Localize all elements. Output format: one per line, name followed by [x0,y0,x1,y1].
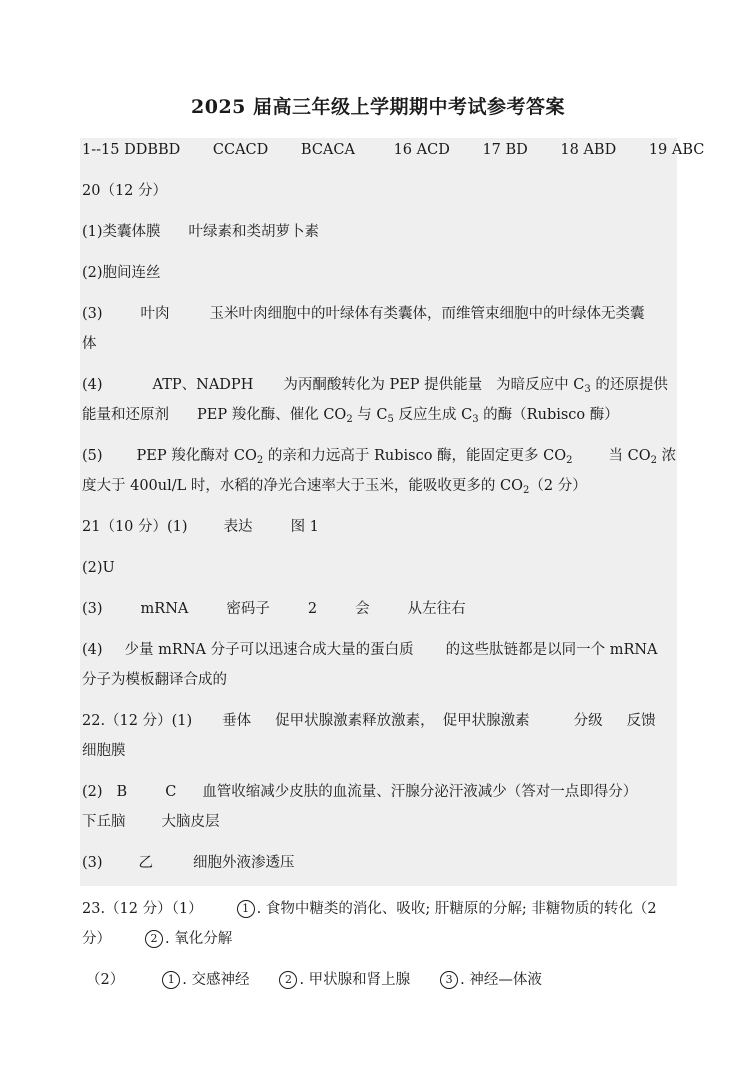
circled-number-2: 2 [145,930,163,948]
q22-p1-b: 促甲状腺激素释放激素， [275,713,435,729]
q21-part4-line2: 分子为模板翻译合成的 [82,672,227,688]
q20-part3-line2: 体 [82,336,97,352]
q20-p3-num: (3) [82,306,103,322]
q20-header: 20（12 分） [82,183,168,199]
q22-p2-e: 大脑皮层 [161,814,220,830]
mc-range: 1--15 DDBBD [82,142,181,158]
q20-p4-e: PEP 羧化酶、催化 $CO_2$ 与 $C_5$ 反应生成 $C_3$ 的酶（Rubisco 酶） [197,407,619,425]
q20-part1 [82,220,674,244]
q22-part2-line1 [82,780,674,804]
q22-p1-a: 垂体 [222,713,252,729]
q22-p3-num: (3) [82,855,103,871]
q22-part3 [82,851,674,875]
q21-p1-b: 图 1 [290,519,319,535]
mc-group-2: CCACD [212,142,269,158]
q20-p5-a: PEP 羧化酶对 $CO_2$ 的亲和力远高于 Rubisco 酶，能固定更多 $CO_2$ [136,448,573,466]
q22-part1-line2: 细胞膜 [82,743,126,759]
mc-q18: 18 ABD [560,142,617,158]
answer-content [82,138,705,992]
q20-p5-num: (5) [82,448,103,464]
q22-p3-b: 细胞外液渗透压 [193,855,295,871]
q23-p1-c: . 氧化分解 [165,931,233,947]
circled-number-5: 3 [440,971,458,989]
q20-p4-c: 为暗反应中 $C_3$ 的还原提供 [496,377,668,395]
q21-part4-line1 [82,638,674,662]
page-title: 2025 届高三年级上学期期中考试参考答案 [191,96,565,118]
q23-part2 [82,968,674,992]
q21-part2: (2)U [82,560,115,576]
q21-header: 21（10 分）(1) [82,519,188,535]
mc-answers [82,138,705,162]
circled-number-4: 2 [279,971,297,989]
q23-part1-line2 [82,927,674,951]
q21-p4-num: (4) [82,642,103,658]
q22-p3-a: 乙 [138,855,154,871]
q21-part1 [82,515,674,539]
q22-p1-e: 反馈 [626,713,656,729]
q22-p2-d: 下丘脑 [82,814,126,830]
q22-p2-c: 血管收缩减少皮肤的血流量、汗腺分泌汗液减少（答对一点即得分） [202,784,638,800]
circled-number-3: 1 [162,971,180,989]
q20-part2: (2)胞间连丝 [82,265,161,281]
q20-p1-b: 叶绿素和类胡萝卜素 [188,224,320,240]
q21-p1-a: 表达 [223,519,253,535]
q22-p1-d: 分级 [573,713,603,729]
q23-p2-c: . 神经—体液 [460,972,542,988]
q21-part3 [82,597,674,621]
mc-q17: 17 BD [482,142,528,158]
q23-p2-a: . 交感神经 [182,972,250,988]
q20-part3-line1 [82,302,674,326]
q23-p1-a: . 食物中糖类的消化、吸收; 肝糖原的分解; 非糖物质的转化（2 [256,901,657,917]
mc-group-3: BCACA [300,142,355,158]
q21-p3-d: 会 [355,601,370,617]
q20-p1-a: 类囊体膜 [102,224,161,240]
q23-header: 23.（12 分）（1） [82,901,203,917]
q21-p4-b: 的这些肽链都是以同一个 mRNA [445,642,658,658]
q20-p3-b: 玉米叶肉细胞中的叶绿体有类囊体，而维管束细胞中的叶绿体无类囊 [209,306,645,322]
q20-part5-line1 [82,444,677,468]
q21-p3-a: mRNA [140,601,189,617]
q20-p4-num: (4) [82,377,103,393]
q20-part4-line2 [82,403,674,427]
q21-p3-e: 从左往右 [407,601,466,617]
q20-part4-line1 [82,373,674,397]
q22-part2-line2 [82,810,674,834]
q22-p2-a: B [116,784,128,800]
q23-p2-num: （2） [86,972,125,988]
q22-p1-c: 促甲状腺激素 [442,713,530,729]
q21-p3-c: 2 [307,601,318,617]
q21-p3-b: 密码子 [226,601,270,617]
mc-q19: 19 ABC [648,142,705,158]
q20-p5-b: 当 $CO_2$ 浓 [608,448,677,466]
q22-p2-b: C [165,784,177,800]
q20-p4-d: 能量和还原剂 [82,407,169,423]
q21-p3-num: (3) [82,601,103,617]
q22-header: 22.（12 分）(1) [82,713,193,729]
q22-part1-line1 [82,709,674,733]
q23-p2-b: . 甲状腺和肾上腺 [299,972,411,988]
q23-part1-line1 [82,897,674,921]
q21-p4-a: 少量 mRNA 分子可以迅速合成大量的蛋白质 [124,642,414,658]
q20-p3-a: 叶肉 [140,306,170,322]
q23-p1-b: 分） [82,931,111,947]
q20-p4-b: 为丙酮酸转化为 PEP 提供能量 [283,377,483,393]
mc-q16: 16 ACD [393,142,450,158]
q20-p4-a: ATP、NADPH [152,377,254,393]
circled-number-1: 1 [237,900,255,918]
q20-p1-num: (1) [82,224,103,240]
q22-p2-num: (2) [82,784,103,800]
q20-part5-line2: 度大于 400ul/L 时，水稻的净光合速率大于玉米，能吸收更多的 $CO_2(2$ 分） [82,478,587,496]
